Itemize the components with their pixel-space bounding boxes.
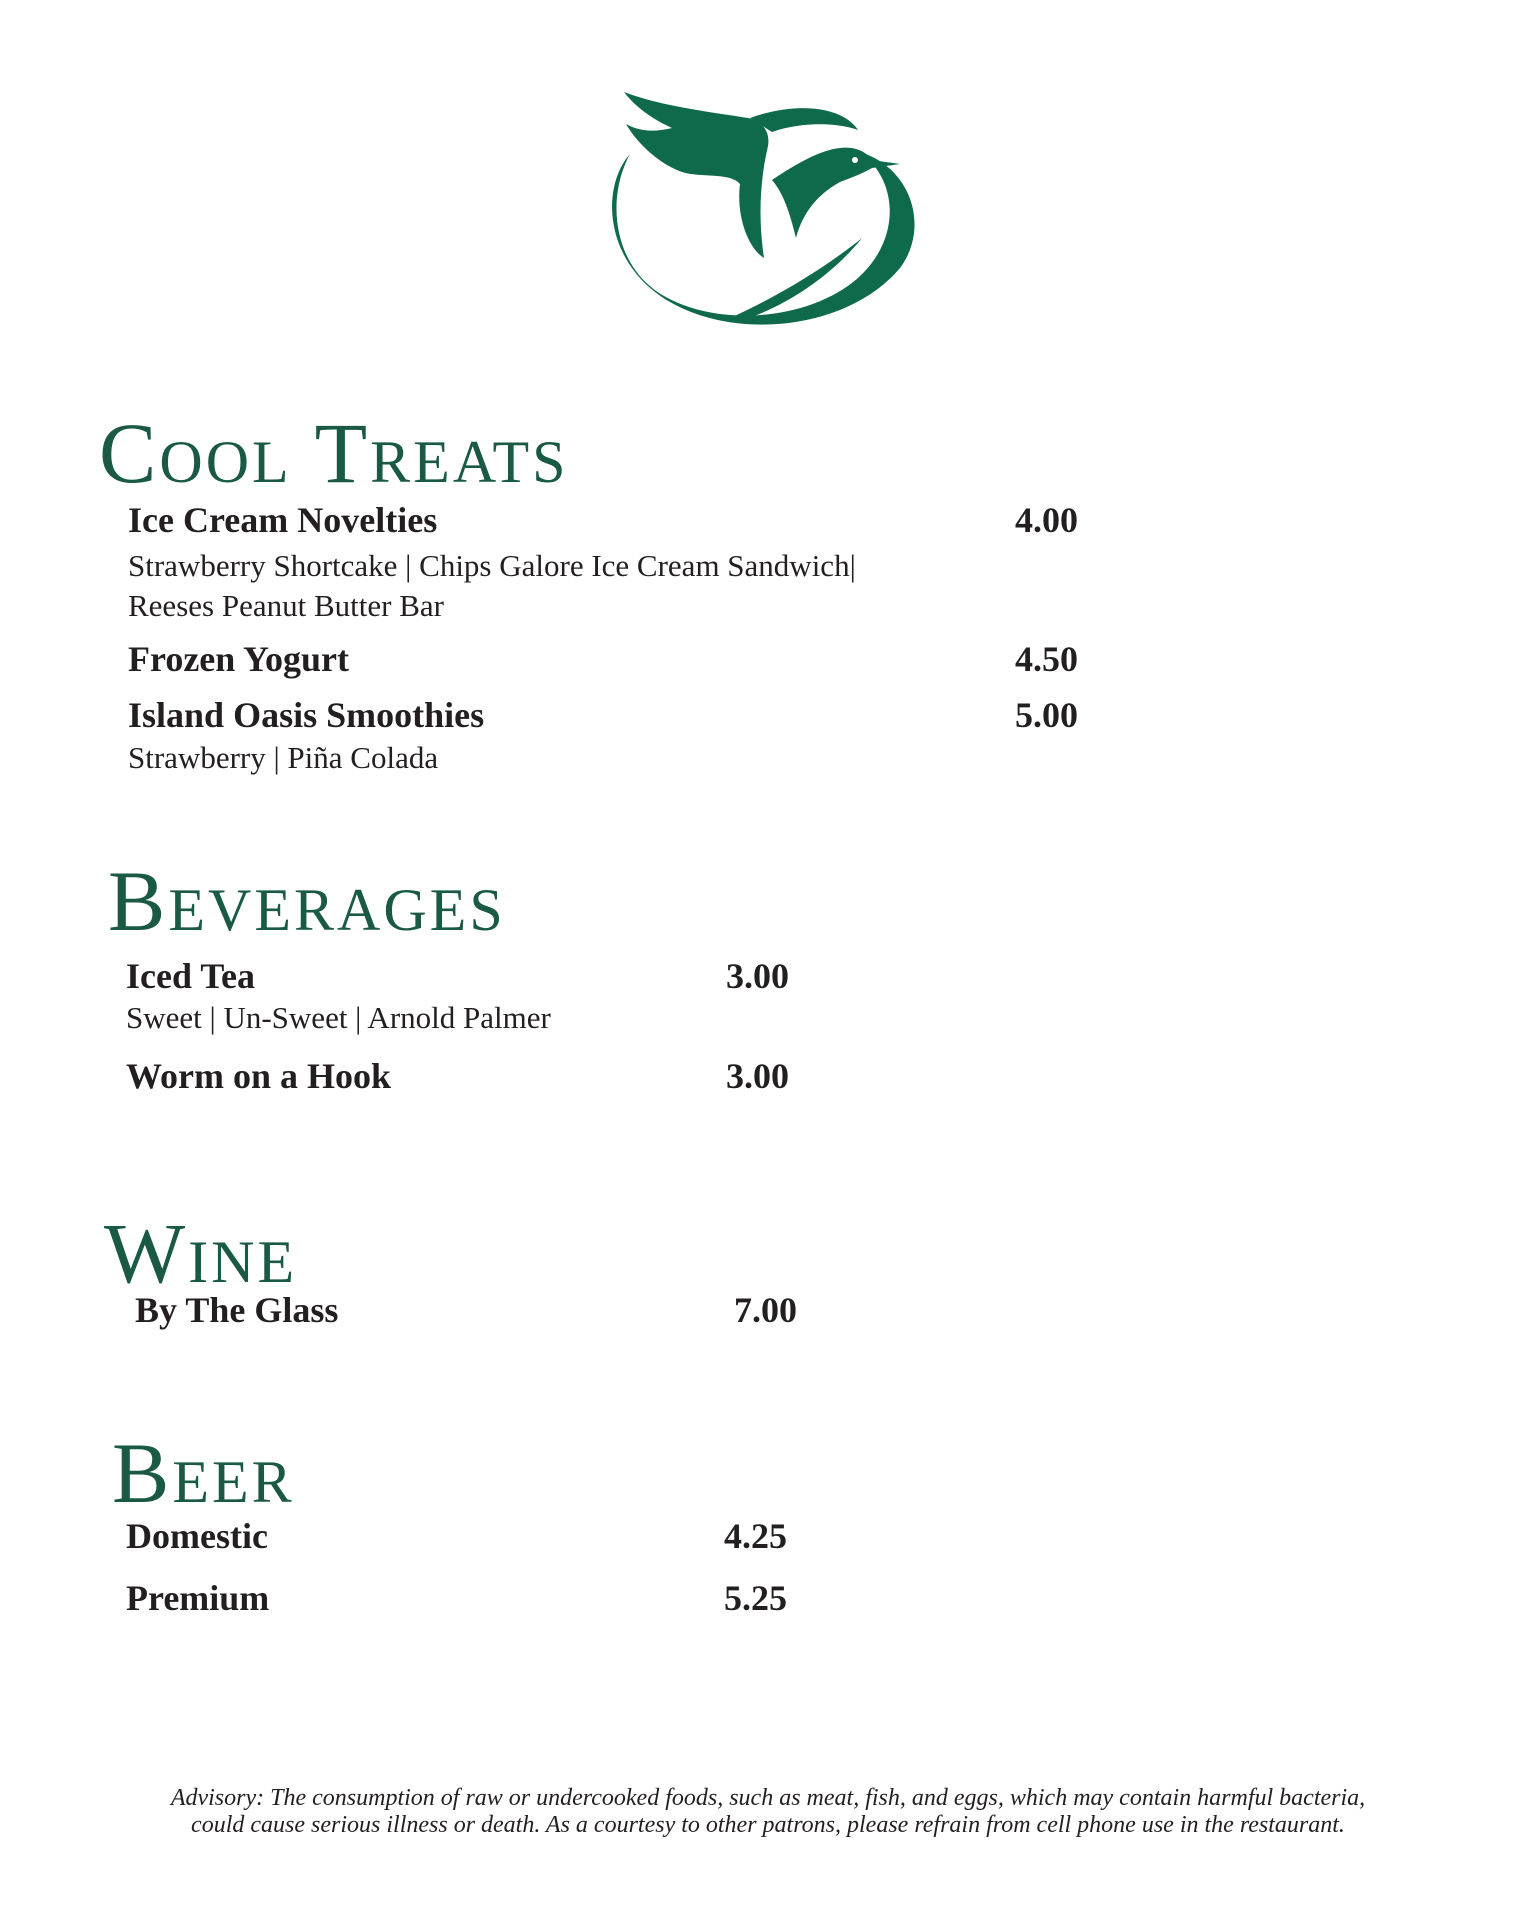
duck-logo-icon [600,88,930,334]
menu-item-name: Worm on a Hook [126,1056,392,1096]
menu-item-price: 4.00 [1015,500,1078,540]
menu-item-name: Island Oasis Smoothies [128,695,485,735]
menu-item-description: Strawberry | Piña Colada [128,740,439,775]
advisory-line: Advisory: The consumption of raw or undercooked foods, such as meat, fish, and eggs, which may contain harmful bacteria, [170,1785,1366,1811]
menu-item-price: 3.00 [726,956,789,996]
advisory-line: could cause serious illness or death. As a courtesy to other patrons, please refrain from cell phone use in the restaurant. [191,1812,1345,1838]
menu-item-name: By The Glass [135,1290,339,1330]
menu-item-price: 7.00 [734,1290,797,1330]
menu-item-name: Premium [126,1578,270,1618]
menu-item-price: 3.00 [726,1056,789,1096]
section-title-beverages: Beverages [108,853,506,949]
section-title-wine: Wine [104,1205,298,1301]
section-title-beer: Beer [112,1425,295,1521]
menu-item-price: 5.25 [724,1578,787,1618]
menu-item-description: Strawberry Shortcake | Chips Galore Ice Cream Sandwich| [128,548,856,583]
menu-item-name: Domestic [126,1516,268,1556]
menu-item-name: Frozen Yogurt [128,639,349,679]
menu-item-description: Sweet | Un-Sweet | Arnold Palmer [126,1000,551,1035]
menu-item-price: 4.25 [724,1516,787,1556]
section-title-cool-treats: Cool Treats [99,405,569,501]
menu-item-description: Reeses Peanut Butter Bar [128,588,444,623]
menu-item-name: Ice Cream Novelties [128,500,438,540]
menu-item-price: 5.00 [1015,695,1078,735]
advisory-note [120,1785,1416,1839]
menu-item-name: Iced Tea [126,956,256,996]
menu-item-price: 4.50 [1015,639,1078,679]
